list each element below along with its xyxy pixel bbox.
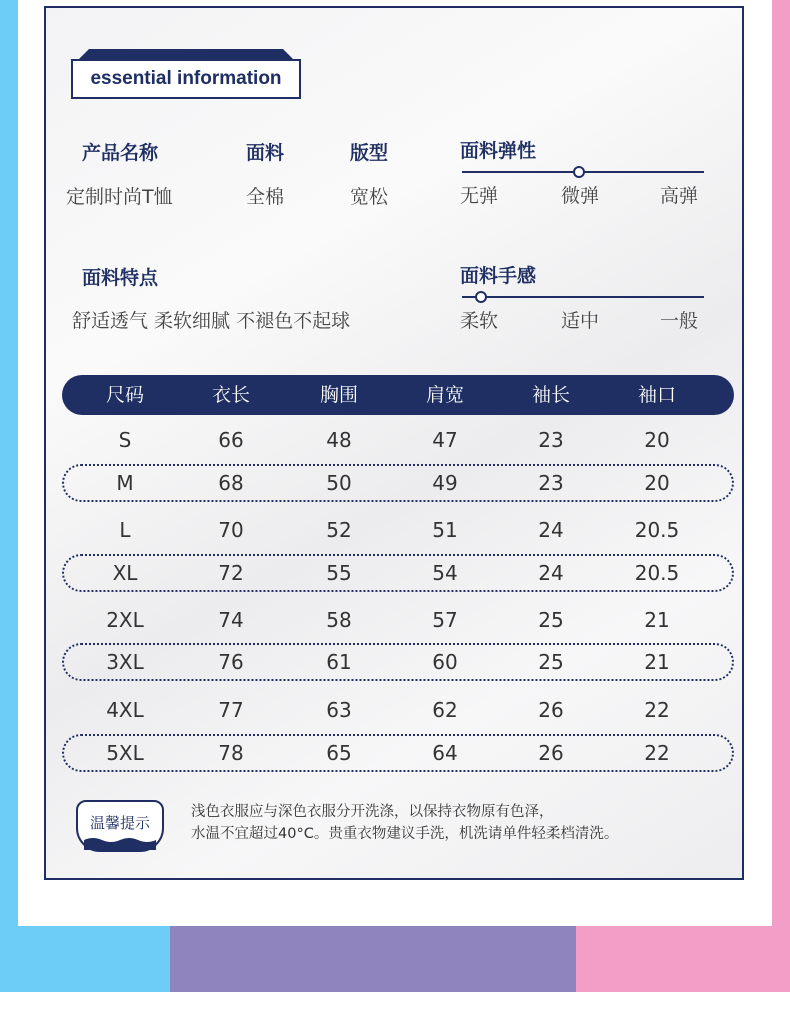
header-size: 尺码 bbox=[105, 384, 144, 406]
cell-length: 68 bbox=[218, 471, 244, 495]
cell-cuff: 20 bbox=[644, 428, 670, 452]
bottom-bar-blue bbox=[0, 926, 170, 992]
cell-chest: 65 bbox=[326, 741, 352, 765]
cell-cuff: 20 bbox=[644, 471, 670, 495]
cell-length: 77 bbox=[218, 698, 244, 722]
hand-feel-label: 面料手感 bbox=[460, 265, 537, 287]
cell-size: 4XL bbox=[106, 698, 144, 722]
cell-sleeve: 23 bbox=[538, 428, 564, 452]
bottom-bar-purple bbox=[170, 926, 576, 992]
cell-length: 66 bbox=[218, 428, 244, 452]
cell-cuff: 20.5 bbox=[634, 518, 680, 542]
elasticity-marker bbox=[573, 166, 585, 178]
elasticity-option-slight: 微弹 bbox=[561, 185, 600, 207]
care-tip-badge bbox=[76, 800, 164, 856]
hand-feel-option-soft: 柔软 bbox=[460, 310, 499, 332]
cell-cuff: 21 bbox=[644, 608, 670, 632]
info-card bbox=[44, 6, 744, 880]
cell-chest: 61 bbox=[326, 650, 352, 674]
product-name-label: 产品名称 bbox=[82, 142, 159, 164]
badge-title: essential information bbox=[71, 59, 301, 99]
header-sleeve: 袖长 bbox=[531, 384, 570, 406]
cell-sleeve: 23 bbox=[538, 471, 564, 495]
features-value: 舒适透气 柔软细腻 不褪色不起球 bbox=[72, 310, 351, 332]
care-tip-line-2: 水温不宜超过40°C。贵重衣物建议手洗，机洗请单件轻柔档清洗。 bbox=[191, 826, 619, 842]
cell-shoulder: 62 bbox=[432, 698, 458, 722]
cell-shoulder: 51 bbox=[432, 518, 458, 542]
cell-length: 72 bbox=[218, 561, 244, 585]
cell-size: M bbox=[116, 471, 134, 495]
table-row bbox=[62, 691, 734, 729]
fabric-value: 全棉 bbox=[246, 186, 285, 208]
cell-size: L bbox=[119, 518, 131, 542]
wave-icon bbox=[84, 836, 156, 850]
table-row bbox=[62, 554, 734, 592]
cell-chest: 55 bbox=[326, 561, 352, 585]
cell-length: 74 bbox=[218, 608, 244, 632]
cell-length: 78 bbox=[218, 741, 244, 765]
table-row bbox=[62, 601, 734, 639]
fit-value: 宽松 bbox=[350, 186, 389, 208]
cell-cuff: 20.5 bbox=[634, 561, 680, 585]
table-row bbox=[62, 643, 734, 681]
cell-size: 5XL bbox=[106, 741, 144, 765]
elasticity-option-high: 高弹 bbox=[660, 185, 699, 207]
cell-sleeve: 25 bbox=[538, 650, 564, 674]
header-shoulder: 肩宽 bbox=[425, 384, 464, 406]
cell-shoulder: 54 bbox=[432, 561, 458, 585]
cell-size: XL bbox=[112, 561, 138, 585]
cell-size: 2XL bbox=[106, 608, 144, 632]
cell-chest: 63 bbox=[326, 698, 352, 722]
elasticity-option-none: 无弹 bbox=[460, 185, 499, 207]
cell-cuff: 22 bbox=[644, 741, 670, 765]
table-row bbox=[62, 421, 734, 459]
product-name-value: 定制时尚T恤 bbox=[66, 186, 173, 208]
hand-feel-option-medium: 适中 bbox=[561, 310, 600, 332]
table-row bbox=[62, 464, 734, 502]
left-color-stripe bbox=[0, 0, 18, 926]
care-tip-text bbox=[191, 801, 618, 845]
table-row bbox=[62, 734, 734, 772]
cell-size: 3XL bbox=[106, 650, 144, 674]
cell-sleeve: 26 bbox=[538, 741, 564, 765]
cell-length: 70 bbox=[218, 518, 244, 542]
cell-shoulder: 49 bbox=[432, 471, 458, 495]
cell-length: 76 bbox=[218, 650, 244, 674]
features-label: 面料特点 bbox=[82, 267, 159, 289]
header-length: 衣长 bbox=[211, 384, 250, 406]
section-badge bbox=[71, 49, 301, 101]
cell-chest: 58 bbox=[326, 608, 352, 632]
cell-sleeve: 24 bbox=[538, 561, 564, 585]
badge-tab bbox=[79, 49, 293, 59]
size-table-header bbox=[62, 375, 734, 415]
cell-shoulder: 60 bbox=[432, 650, 458, 674]
cell-sleeve: 25 bbox=[538, 608, 564, 632]
cell-size: S bbox=[118, 428, 132, 452]
cell-chest: 52 bbox=[326, 518, 352, 542]
elasticity-label: 面料弹性 bbox=[460, 140, 537, 162]
cell-chest: 50 bbox=[326, 471, 352, 495]
care-tip-label: 温馨提示 bbox=[76, 800, 164, 852]
header-chest: 胸围 bbox=[319, 384, 358, 406]
cell-shoulder: 57 bbox=[432, 608, 458, 632]
cell-cuff: 21 bbox=[644, 650, 670, 674]
cell-sleeve: 26 bbox=[538, 698, 564, 722]
table-row bbox=[62, 511, 734, 549]
hand-feel-option-normal: 一般 bbox=[660, 310, 699, 332]
cell-cuff: 22 bbox=[644, 698, 670, 722]
bottom-color-bars bbox=[0, 926, 790, 992]
care-tip-line-1: 浅色衣服应与深色衣服分开洗涤，以保持衣物原有色泽， bbox=[191, 804, 554, 820]
fit-label: 版型 bbox=[350, 142, 389, 164]
right-color-stripe bbox=[772, 0, 790, 926]
bottom-bar-pink bbox=[576, 926, 790, 992]
cell-shoulder: 47 bbox=[432, 428, 458, 452]
cell-sleeve: 24 bbox=[538, 518, 564, 542]
hand-feel-marker bbox=[475, 291, 487, 303]
fabric-label: 面料 bbox=[246, 142, 285, 164]
header-cuff: 袖口 bbox=[637, 384, 676, 406]
cell-shoulder: 64 bbox=[432, 741, 458, 765]
cell-chest: 48 bbox=[326, 428, 352, 452]
hand-feel-scale-line bbox=[462, 296, 704, 298]
